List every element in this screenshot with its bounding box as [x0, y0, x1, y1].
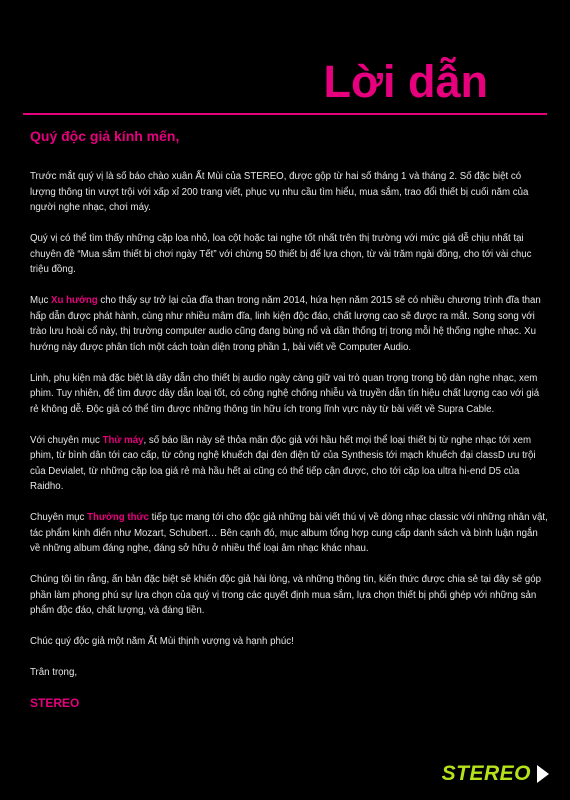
signature: STEREO — [30, 696, 80, 710]
page-title: Lời dẫn — [323, 56, 488, 107]
paragraph-reviews-lead: Với chuyên mục — [30, 434, 103, 446]
footer-brand — [442, 762, 550, 786]
paragraph-wishes: Chúc quý độc giả một năm Ất Mùi thịnh vượng và hạnh phúc! — [30, 636, 294, 647]
section-highlight-enjoy: Thưởng thức — [87, 512, 149, 523]
editorial-body — [30, 169, 548, 727]
paragraph-reviews — [30, 433, 548, 495]
paragraph-trends — [30, 293, 548, 355]
paragraph-enjoy-lead: Chuyên mục — [30, 512, 88, 523]
paragraph-trends-lead: Mục — [30, 295, 51, 306]
paragraph-accessories: Linh, phụ kiện mà đặc biệt là dây dẫn cho thiết bị audio ngày càng giữ vai trò quan trọng trong bộ dàn nghe nhạc, xem phim. Tuy nhiên, để tìm được dây dẫn loại tốt, có công nghệ chống nhiễu và truyền dẫn tín hiệu chất lượng cao với giá rẻ không dễ. Độc giả có thể tìm được những thông tin hữu ích trong lĩnh vực này từ bài viết về Supra Cable. — [30, 372, 540, 415]
greeting: Quý độc giả kính mến, — [30, 128, 180, 144]
title-divider — [23, 113, 547, 115]
section-highlight-reviews: Thử máy — [102, 434, 144, 446]
play-arrow-icon — [536, 764, 550, 784]
paragraph-trends-text: cho thấy sự trở lại của đĩa than trong năm 2014, hứa hẹn năm 2015 sẽ có nhiều chương trình đĩa than hấp dẫn được phát hành, cùng như nhiều mâm đĩa, linh kiện độc đáo, chất lượng cao sẽ được ra mắt. Song song với trào lưu hoài cổ này, thị trường computer audio cũng đang bùng nổ và dần thống trị trong mỗi hệ thống nghe nhạc. Xu hướng này được phân tích một cách toàn diện trong phần 1, bài viết về Computer Audio. — [30, 295, 541, 353]
paragraph-intro: Trước mắt quý vị là số báo chào xuân Ất Mùi của STEREO, được gộp từ hai số tháng 1 và tháng 2. Số đặc biệt có lượng thông tin vượt trội với xấp xỉ 200 trang viết, phục vụ nhu cầu tìm hiểu, mua sắm, trao đổi thiết bị cuối năm của người nghe nhạc, chơi máy. — [30, 171, 529, 213]
paragraph-enjoy — [30, 510, 548, 557]
closing: Trân trọng, — [30, 667, 78, 678]
paragraph-shopping: Quý vị có thể tìm thấy những cặp loa nhỏ, loa cột hoặc tai nghe tốt nhất trên thị trường với mức giá dễ chịu nhất tại chuyên đề “Mua sắm thiết bị chơi ngày Tết” với chừng 50 thiết bị để lựa chọn, từ vài trăm ngài đồng, cho tới vài chục triệu đồng. — [30, 233, 532, 275]
paragraph-conclusion: Chúng tôi tin rằng, ấn bản đặc biệt sẽ khiến độc giả hài lòng, và những thông tin, kiến thức được chia sẻ tại đây sẽ góp phần làm phong phú sự lựa chọn của quý vị trong các quyết định mua sắm, lựa chọn thiết bị phối ghép với những sản phẩm độc đáo, chất lượng, và đáng tiền. — [30, 574, 542, 616]
paragraph-reviews-text: , số báo lần này sẽ thỏa mãn độc giả với hầu hết mọi thể loại thiết bị từ nghe nhạc tới xem phim, từ bình dân tới cao cấp, từ công nghệ khuếch đại đèn điện tử của Synthesis tới mạch khuếch đại classD ưu trội của Devialet, từ những cặp loa giá rẻ mà hầu hết ai cũng có thể tiếp cận được, cho tới cặp loa ultra hi-end D5 của Raidho. — [30, 434, 536, 492]
stereo-logo: STEREO — [441, 762, 531, 785]
paragraph-enjoy-text: tiếp tục mang tới cho độc giả những bài viết thú vị về dòng nhạc classic với những nhân vật, tác phẩm kinh điển như Mozart, Schubert… Bên cạnh đó, mục album tổng hợp cung cấp danh sách và bình luận ngắn về những album đáng nghe, đáng sở hữu ở nhiều thể loại âm nhạc khác nhau. — [30, 512, 548, 554]
section-highlight-trends: Xu hướng — [51, 295, 98, 306]
